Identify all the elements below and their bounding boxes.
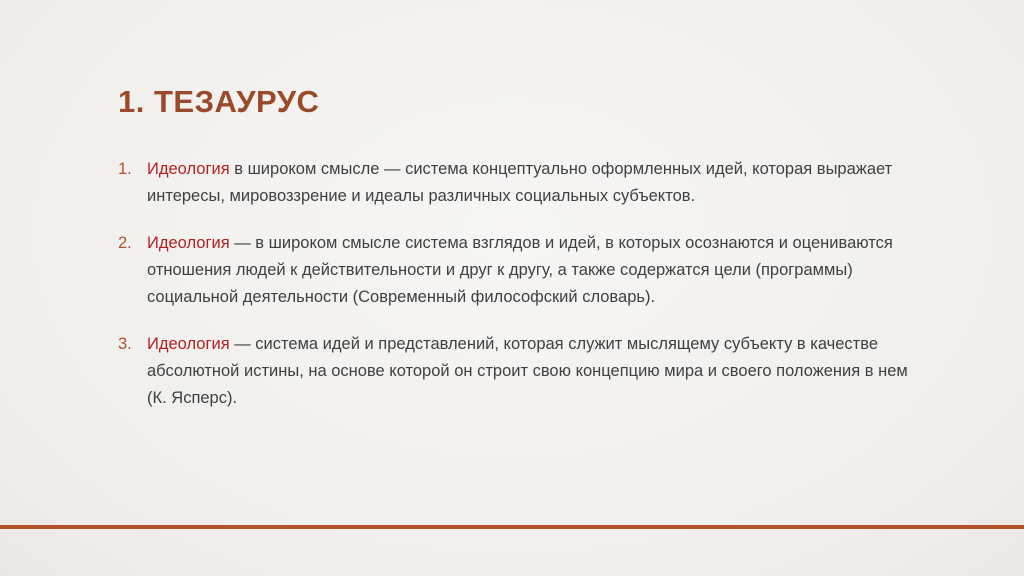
definition-term: Идеология — [147, 160, 230, 178]
slide-title: 1. ТЕЗАУРУС — [118, 84, 320, 119]
definition-term: Идеология — [147, 335, 230, 353]
definition-list — [118, 156, 908, 432]
definition-item-2 — [118, 230, 908, 311]
definition-text: в широком смысле — система концептуально оформленных идей, которая выражает интересы, мировоззрение и идеалы различных социальных субъектов. — [147, 160, 893, 205]
item-number: 1. — [118, 160, 132, 178]
definition-text: — в широком смысле система взглядов и идей, в которых осознаются и оцениваются отношения людей к действительности и друг к другу, а также содержатся цели (программы) социальной деятельности (Современный философский словарь). — [147, 234, 893, 306]
definition-term: Идеология — [147, 234, 230, 252]
item-number: 2. — [118, 234, 132, 252]
item-number: 3. — [118, 335, 132, 353]
definition-text: — система идей и представлений, которая служит мыслящему субъекту в качестве абсолютной истины, на основе которой он строит свою концепцию мира и своего положения в нем (К. Ясперс). — [147, 335, 908, 407]
bottom-accent-rule — [0, 525, 1024, 529]
definition-item-3 — [118, 331, 908, 412]
definition-item-1 — [118, 156, 908, 210]
